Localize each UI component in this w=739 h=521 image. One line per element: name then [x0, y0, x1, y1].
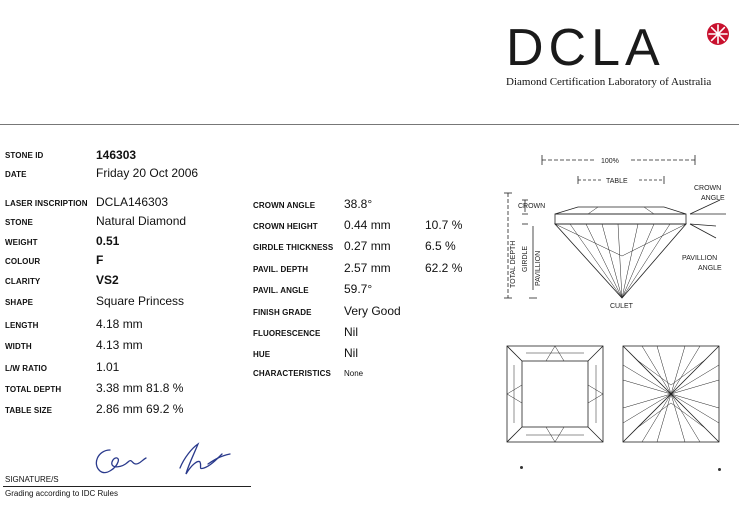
crown-angle-label-2: ANGLE [701, 195, 725, 202]
laser-inscription-value: DCLA146303 [96, 195, 169, 209]
field-label: L/W RATIO [5, 364, 48, 373]
field-label: TOTAL DEPTH [5, 385, 62, 394]
crown-angle-value: 38.8° [344, 197, 373, 211]
culet-label: CULET [610, 303, 633, 310]
signature-graphic [88, 438, 248, 484]
field-label: LENGTH [5, 321, 39, 330]
field-label: CLARITY [5, 277, 41, 286]
crown-angle-label-1: CROWN [694, 185, 722, 192]
shape-value: Square Princess [96, 294, 185, 308]
field-label: CROWN HEIGHT [253, 222, 318, 231]
lw-ratio-value: 1.01 [96, 360, 120, 374]
field-label: CROWN ANGLE [253, 201, 316, 210]
marker-dot [520, 466, 523, 469]
fluorescence-value: Nil [344, 325, 358, 339]
grading-note: Grading according to IDC Rules [5, 489, 118, 498]
total-depth-value: 3.38 mm 81.8 % [96, 381, 184, 395]
stone-value: Natural Diamond [96, 214, 187, 228]
proportions-diagram [498, 148, 734, 310]
colour-value: F [96, 253, 104, 267]
date-value: Friday 20 Oct 2006 [96, 166, 199, 180]
crown-height-pct: 10.7 % [425, 218, 463, 232]
clarity-value: VS2 [96, 273, 119, 287]
field-label: FINISH GRADE [253, 308, 312, 317]
crown-height-value: 0.44 mm [344, 218, 391, 232]
length-value: 4.18 mm [96, 317, 143, 331]
girdle-thickness-value: 0.27 mm [344, 239, 391, 253]
width-value: 4.13 mm [96, 338, 143, 352]
signature-label: SIGNATURE/S [5, 475, 59, 484]
pavilion-angle-label-2: ANGLE [698, 265, 722, 272]
lab-logo: DCLA [506, 19, 665, 77]
field-label: FLUORESCENCE [253, 329, 321, 338]
field-label: SHAPE [5, 298, 34, 307]
field-label: PAVIL. DEPTH [253, 265, 309, 274]
field-label: STONE [5, 218, 33, 227]
stone-id-value: 146303 [96, 148, 137, 162]
field-label: STONE ID [5, 151, 44, 160]
field-label: WIDTH [5, 342, 32, 351]
finish-grade-value: Very Good [344, 304, 401, 318]
weight-value: 0.51 [96, 234, 120, 248]
girdle-thickness-pct: 6.5 % [425, 239, 456, 253]
table-label: TABLE [606, 178, 628, 185]
field-label: CHARACTERISTICS [253, 369, 331, 378]
total-depth-label: TOTAL DEPTH [510, 240, 517, 288]
pavil-depth-pct: 62.2 % [425, 261, 463, 275]
logo-star-icon [706, 22, 730, 46]
field-label: DATE [5, 170, 27, 179]
top-divider [0, 124, 739, 125]
pavilion-label: PAVILLION [535, 250, 542, 286]
pavilion-angle-label-1: PAVILLION [682, 255, 718, 262]
marker-dot [718, 468, 721, 471]
field-label: COLOUR [5, 257, 41, 266]
pavil-angle-value: 59.7° [344, 282, 373, 296]
field-label: GIRDLE THICKNESS [253, 243, 334, 252]
field-label: PAVIL. ANGLE [253, 286, 309, 295]
field-label: TABLE SIZE [5, 406, 53, 415]
pavil-depth-value: 2.57 mm [344, 261, 391, 275]
table-size-value: 2.86 mm 69.2 % [96, 402, 184, 416]
field-label: HUE [253, 350, 271, 359]
top-view-diagram [506, 345, 604, 443]
girdle-label: GIRDLE [522, 245, 529, 272]
hue-value: Nil [344, 346, 358, 360]
bottom-view-diagram [622, 345, 720, 443]
characteristics-value: None [344, 369, 364, 378]
field-label: WEIGHT [5, 238, 38, 247]
crown-label: CROWN [518, 203, 546, 210]
full-width-label: 100% [601, 158, 619, 165]
signature-line [3, 486, 251, 487]
lab-name: Diamond Certification Laboratory of Australia [506, 76, 712, 88]
field-label: LASER INSCRIPTION [5, 199, 88, 208]
